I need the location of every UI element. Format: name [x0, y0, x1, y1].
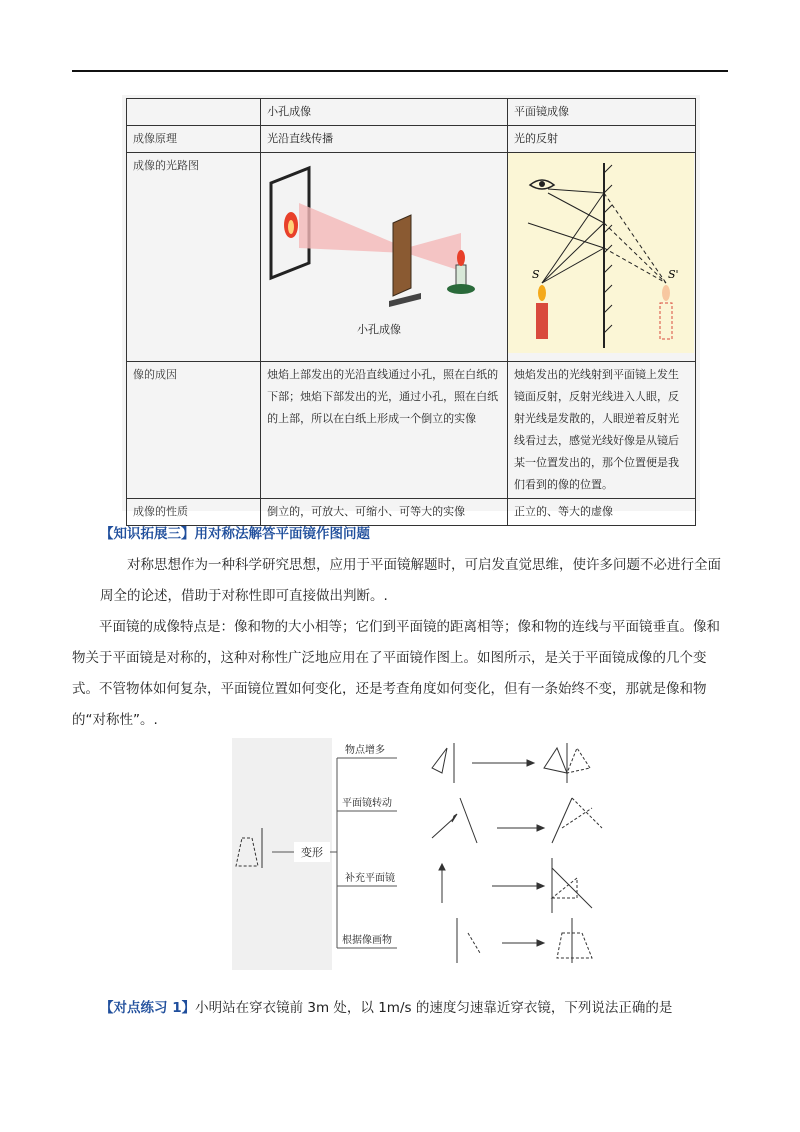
variant-label-add-mirror: 补充平面镜	[345, 873, 395, 884]
variants-center-label: 变形	[301, 846, 323, 859]
mirror-diagram-cell	[508, 153, 696, 362]
mirror-principle: 光的反射	[508, 126, 696, 153]
table-header-row	[127, 99, 696, 126]
section-heading: 【知识拓展三】用对称法解答平面镜作图问题	[100, 526, 370, 542]
pinhole-cause: 烛焰上部发出的光沿直线通过小孔，照在白纸的下部；烛焰下部发出的光，通过小孔，照在白纸的上部，所以在白纸上形成一个倒立的实像	[261, 362, 508, 499]
mirror-diagram	[508, 153, 694, 353]
mirror-nature: 正立的、等大的虚像	[508, 499, 696, 526]
variant-label-draw-object: 根据像画物	[342, 935, 392, 946]
paragraph-mirror-features	[72, 612, 728, 736]
variant-rotation-sketch	[432, 798, 602, 843]
variant-label-mirror-rotation: 平面镜转动	[342, 798, 392, 809]
mirror-source-label: S	[532, 268, 540, 281]
comparison-table-image	[122, 95, 700, 518]
row-label-cause: 像的成因	[127, 362, 261, 499]
exercise-1	[100, 996, 672, 1020]
pinhole-diagram-cell	[261, 153, 508, 362]
table-row	[127, 362, 696, 499]
paragraph-symmetry-idea	[100, 550, 730, 612]
variant-draw-object-sketch	[457, 918, 592, 963]
exercise-text: 小明站在穿衣镜前 3m 处，以 1m/s 的速度匀速靠近穿衣镜，下列说法正确的是	[195, 1000, 673, 1016]
pinhole-nature: 倒立的，可放大、可缩小、可等大的实像	[261, 499, 508, 526]
paragraph-text: 对称思想作为一种科学研究思想，应用于平面镜解题时，可启发直觉思维，使许多问题不必进行全面周全的论述，借助于对称性即可直接做出判断。.	[100, 557, 721, 604]
pinhole-caption: 小孔成像	[357, 323, 402, 336]
row-label-principle: 成像原理	[127, 126, 261, 153]
page-header-rule	[72, 70, 728, 72]
row-label-nature: 成像的性质	[127, 499, 261, 526]
variant-add-mirror-sketch	[439, 858, 592, 913]
mirror-cause: 烛焰发出的光线射到平面镜上发生镜面反射，反射光线进入人眼，反射光线是发散的，人眼逆着反射光线看过去，感觉光线好像是从镜后某一位置发出的，那个位置便是我们看到的像的位置。	[508, 362, 696, 499]
header-mirror: 平面镜成像	[508, 99, 696, 126]
exercise-label: 【对点练习 1】	[100, 1000, 196, 1016]
mirror-image-label: S'	[668, 268, 679, 281]
table-row	[127, 153, 696, 362]
mirror-variants-figure	[232, 738, 632, 970]
table-row	[127, 126, 696, 153]
variant-label-more-points: 物点增多	[345, 745, 385, 756]
paragraph-text: 平面镜的成像特点是：像和物的大小相等；它们到平面镜的距离相等；像和物的连线与平面镜垂直。像和物关于平面镜是对称的，这种对称性广泛地应用在了平面镜作图上。如图所示，是关于平面镜成像的几个变式。不管物体如何复杂，平面镜位置如何变化，还是考查角度如何变化，但有一条始终不变，那就是像和物的“对称性”。.	[72, 619, 720, 728]
header-empty-cell	[127, 99, 261, 126]
variant-more-points-sketch	[432, 743, 590, 783]
header-pinhole: 小孔成像	[261, 99, 508, 126]
row-label-ray-diagram: 成像的光路图	[127, 153, 261, 362]
comparison-table	[126, 98, 696, 526]
pinhole-diagram	[261, 153, 493, 353]
pinhole-principle: 光沿直线传播	[261, 126, 508, 153]
